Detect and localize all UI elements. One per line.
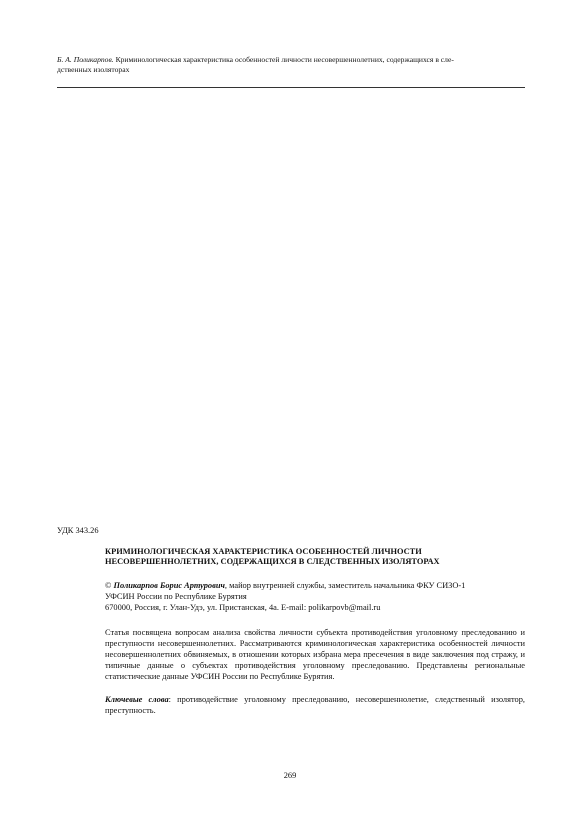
keywords bbox=[105, 695, 525, 717]
abstract: Статья посвящена вопросам анализа свойства личности субъекта противодействия уголовному преследованию и преступности несовершеннолетних. Рассматриваются криминологическая характеристика особенностей личности несовершеннолетних обвиняемых, в отношении которых избрана мера пресечения в виде заключения под стражу, и типичные данные о субъектах противодействия уголовному преследованию. Представлены региональные статистические данные УФСИН России по Республике Бурятия. bbox=[105, 628, 525, 681]
article-title-line-1: КРИМИНОЛОГИЧЕСКАЯ ХАРАКТЕРИСТИКА ОСОБЕННОСТЕЙ ЛИЧНОСТИ bbox=[105, 547, 422, 556]
author-address: 670000, Россия, г. Улан-Удэ, ул. Пристанская, 4а. E-mail: polikarpovb@mail.ru bbox=[105, 602, 381, 612]
author-block bbox=[105, 581, 525, 614]
article-title-line-2: НЕСОВЕРШЕННОЛЕТНИХ, СОДЕРЖАЩИХСЯ В СЛЕДСТВЕННЫХ ИЗОЛЯТОРАХ bbox=[105, 557, 440, 567]
keywords-label: Ключевые слова bbox=[105, 695, 169, 704]
running-head bbox=[57, 55, 525, 74]
udc-code: УДК 343.26 bbox=[57, 526, 99, 535]
keywords-text: : противодействие уголовному преследованию, несовершеннолетие, следственный изолятор, преступность. bbox=[105, 695, 525, 715]
running-head-title-continued: дственных изоляторах bbox=[57, 64, 130, 74]
copyright-sign: © bbox=[105, 581, 114, 590]
article-title bbox=[105, 547, 525, 568]
page-number: 269 bbox=[283, 771, 297, 780]
running-head-author: Б. А. Поликарпов. bbox=[57, 55, 114, 64]
running-head-title: Криминологическая характеристика особенностей личности несовершеннолетних, содержащихся в сле- bbox=[115, 55, 454, 64]
author-name: Поликарпов Борис Артурович bbox=[113, 581, 225, 590]
author-position: , майор внутренней службы, заместитель начальника ФКУ СИЗО-1 bbox=[224, 581, 466, 590]
author-affiliation: УФСИН России по Республике Бурятия bbox=[105, 591, 247, 601]
header-rule bbox=[57, 87, 525, 88]
